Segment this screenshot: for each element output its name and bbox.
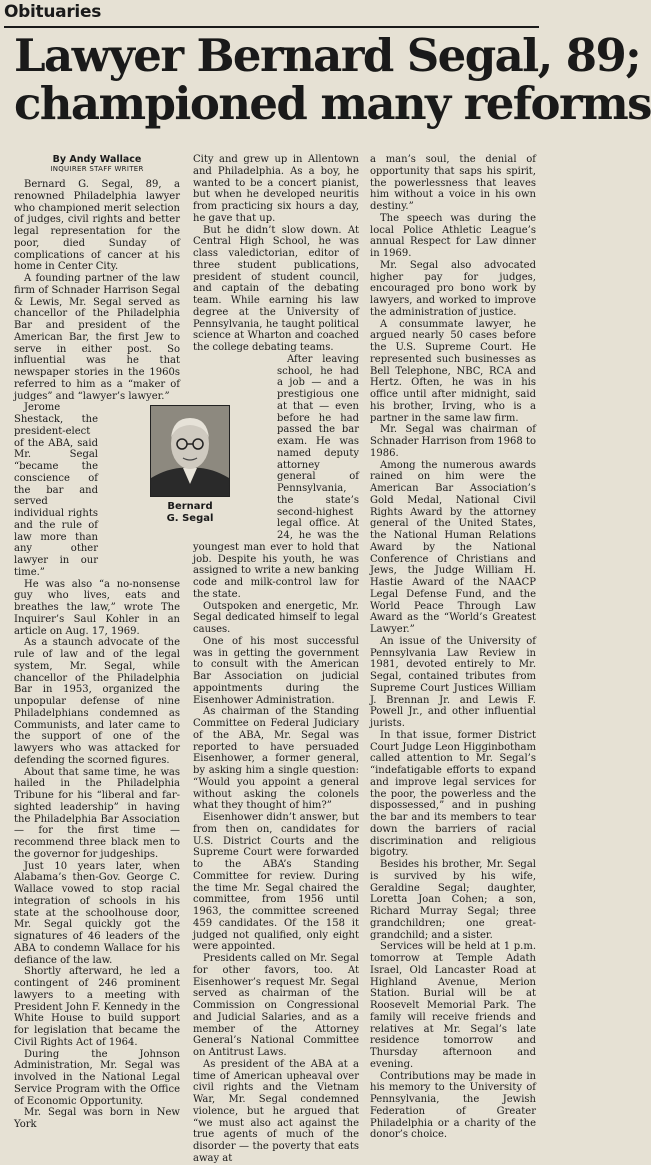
paragraph: Services will be held at 1 p.m. tomorrow at Temple Adath Israel, Old Lancaster Road at Highland Avenue, Merion Station. Burial will be at Roosevelt Memorial Park. The family will receive friends and relatives at Mr. Segal’s late residence tomorrow and Thursday afternoon and evening.: [370, 941, 536, 1070]
paragraph: Just 10 years later, when Alabama’s then-Gov. George C. Wallace vowed to stop racial integration of schools in his state at the schoolhouse door, Mr. Segal quickly got the signatures of 46 leaders of the ABA to condemn Wallace for his defiance of the law.: [14, 860, 180, 966]
paragraph: The speech was during the local Police Athletic League’s annual Respect for Law dinner in 1969.: [370, 212, 536, 259]
headline-line-1: Lawyer Bernard Segal, 89;: [14, 29, 641, 82]
portrait-figure: [150, 405, 230, 524]
portrait-caption: [150, 501, 230, 524]
portrait-image: [151, 406, 229, 496]
paragraph: Outspoken and energetic, Mr. Segal dedicated himself to legal causes.: [193, 600, 359, 635]
portrait-photo: [150, 405, 230, 497]
paragraph: Mr. Segal also advocated higher pay for judges, encouraged pro bono work by lawyers, and worked to improve the administration of justice.: [370, 259, 536, 318]
paragraph: Mr. Segal was chairman of Schnader Harrison from 1968 to 1986.: [370, 424, 536, 459]
paragraph: Presidents called on Mr. Segal for other favors, too. At Eisenhower’s request Mr. Segal served as chairman of the Commission on Congressional and Judicial Salaries, and as a member of the Attorney General’s National Committee on Antitrust Laws.: [193, 953, 359, 1058]
paragraph: Eisenhower didn’t answer, but from then on, candidates for U.S. District Courts and the Supreme Court were forwarded to the ABA’s Standing Committee for review. During the time Mr. Segal chaired the committee, from 1956 until 1963, the committee screened 459 candidates. Of the 158 it judged not qualified, only eight were appointed.: [193, 812, 359, 953]
section-label: Obituaries: [4, 2, 102, 22]
section-rule: [4, 26, 539, 28]
byline: [14, 154, 180, 174]
column-2: [193, 154, 359, 1165]
paragraph: Mr. Segal was born in New York: [14, 1107, 180, 1130]
paragraph: Bernard G. Segal, 89, a renowned Philadelphia lawyer who championed merit selection of judges, civil rights and better legal representation for the poor, died Sunday of complications of cancer at his home in Center City.: [14, 179, 180, 273]
paragraph: Shortly afterward, he led a contingent of 246 prominent lawyers to a meeting with President John F. Kennedy in the White House to build support for legislation that became the Civil Rights Act of 1964.: [14, 966, 180, 1048]
paragraph: As a staunch advocate of the rule of law and of the legal system, Mr. Segal, while chancellor of the Philadelphia Bar in 1953, organized the unpopular defense of nine Philadelphians condemned as Communists, and later came to the support of one of the lawyers who was attacked for defending the scorned figures.: [14, 637, 180, 766]
paragraph: a man’s soul, the denial of opportunity that saps his spirit, the powerlessness that leaves him without a voice in his own destiny.”: [370, 154, 536, 212]
paragraph: As president of the ABA at a time of American upheaval over civil rights and the Vietnam War, Mr. Segal condemned violence, but he argued that “we must also act against the true agents of much of the disorder — the poverty that eats away at: [193, 1058, 359, 1164]
paragraph: After leaving school, he had a job — and a prestigious one at that — even before he had passed the bar exam. He was named deputy attorney general of Pennsylvania, the state’s second-highest legal office. At 24, he was the youngest man ever to hold that job. Despite his youth, he was assigned to write a new banking code and milk-control law for the state.: [193, 353, 359, 600]
paragraph: A founding partner of the law firm of Schnader Harrison Segal & Lewis, Mr. Segal served as chancellor of the Philadelphia Bar and president of the American Bar, the first Jew to serve in either post. So influential was he that newspaper stories in the 1960s referred to him as a “maker of judges” and “lawyer’s lawyer.”: [14, 273, 180, 402]
paragraph: About that same time, he was hailed in the Philadelphia Tribune for his “liberal and far-sighted leadership” in having the Philadelphia Bar Association — for the first time — recommend three black men to the governor for judgeships.: [14, 766, 180, 860]
paragraph: As chairman of the Standing Committee on Federal Judiciary of the ABA, Mr. Segal was reported to have persuaded Eisenhower, a former general, by asking him a single question: “Would you appoint a general without asking the colonels what they thought of him?”: [193, 706, 359, 812]
paragraph: Contributions may be made in his memory to the University of Pennsylvania, the Jewish Federation of Greater Philadelphia or a charity of the donor’s choice.: [370, 1070, 536, 1141]
paragraph: During the Johnson Administration, Mr. Segal was involved in the National Legal Service Program with the Office of Economic Opportunity.: [14, 1048, 180, 1107]
paragraph: A consummate lawyer, he argued nearly 50 cases before the U.S. Supreme Court. He represented such businesses as Bell Telephone, NBC, RCA and Hertz. Often, he was in his office until after midnight, said his brother, Irving, who is a partner in the same law firm.: [370, 318, 536, 424]
caption-line-1: Bernard: [167, 501, 213, 512]
paragraph: He was also “a no-nonsense guy who lives, eats and breathes the law,” wrote The Inquirer’s Saul Kohler in an article on Aug. 17, 1969.: [14, 578, 180, 637]
byline-role: INQUIRER STAFF WRITER: [50, 165, 144, 173]
caption-line-2: G. Segal: [166, 512, 214, 524]
paragraph: In that issue, former District Court Judge Leon Higginbotham called attention to Mr. Segal’s “indefatigable efforts to expand and improve legal services for the poor, the powerless and the dispossessed,” and in pushing the bar and its members to tear down the barriers of racial discrimination and religious bigotry.: [370, 729, 536, 859]
headline-line-2: championed many reforms: [14, 77, 651, 130]
paragraph: Jerome Shestack, the president-elect of the ABA, said Mr. Segal “became the conscience of the bar and served individual rights and the rule of law more than any other lawyer in our time.”: [14, 402, 98, 578]
headline: [14, 29, 651, 130]
paragraph: Among the numerous awards rained on him were the American Bar Association’s Gold Medal, National Civil Rights Award by the attorney general of the United States, the National Human Relations Award by the National Conference of Christians and Jews, the Judge William H. Hastie Award of the NAACP Legal Defense Fund, and the World Peace Through Law Award as the “World’s Greatest Lawyer.”: [370, 459, 536, 635]
paragraph: City and grew up in Allentown and Philadelphia. As a boy, he wanted to be a concert pianist, but when he developed neuritis from practicing six hours a day, he gave that up.: [193, 154, 359, 224]
paragraph: Besides his brother, Mr. Segal is survived by his wife, Geraldine Segal; daughter, Loretta Joan Cohen; a son, Richard Murray Segal; three grandchildren; one great-grandchild; and a sister.: [370, 859, 536, 941]
paragraph: One of his most successful was in getting the government to consult with the American Bar Association on judicial appointments during the Eisenhower Administration.: [193, 635, 359, 706]
column-1: [14, 154, 180, 1131]
paragraph: But he didn’t slow down. At Central High School, he was class valedictorian, editor of three student publications, president of student council, and captain of the debating team. While earning his law degree at the University of Pennsylvania, he taught political science at Wharton and coached the college debating teams.: [193, 224, 359, 353]
column-3: [370, 154, 536, 1141]
paragraph: An issue of the University of Pennsylvania Law Review in 1981, devoted entirely to Mr. Segal, contained tributes from Supreme Court Justices William J. Brennan Jr. and Lewis F. Powell Jr., and other influential jurists.: [370, 635, 536, 729]
byline-name: By Andy Wallace: [52, 154, 142, 165]
